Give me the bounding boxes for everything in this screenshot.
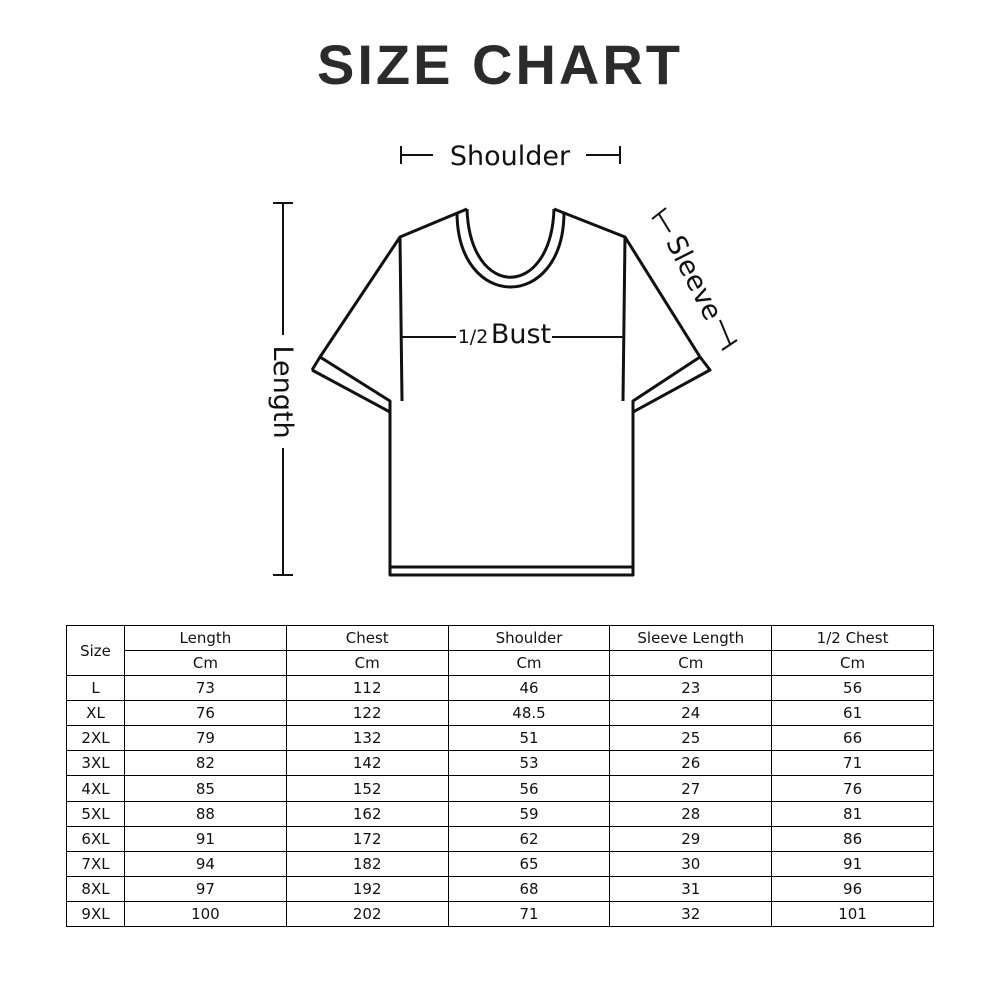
table-cell: 9XL (67, 901, 125, 926)
table-cell: 5XL (67, 801, 125, 826)
table-cell: 76 (125, 701, 287, 726)
table-cell: 56 (772, 676, 934, 701)
table-row (67, 701, 934, 726)
table-cell: 79 (125, 726, 287, 751)
table-header-row (67, 626, 934, 651)
table-cell: 192 (286, 876, 448, 901)
bust-fraction-label: 1/2 (457, 326, 489, 348)
table-cell: 7XL (67, 851, 125, 876)
table-cell: 100 (125, 901, 287, 926)
table-cell: 65 (448, 851, 610, 876)
table-cell: 3XL (67, 751, 125, 776)
table-cell: 112 (286, 676, 448, 701)
table-row (67, 676, 934, 701)
table-cell: XL (67, 701, 125, 726)
table-cell: 91 (125, 826, 287, 851)
table-cell: 32 (610, 901, 772, 926)
table-row (67, 876, 934, 901)
table-cell: 91 (772, 851, 934, 876)
table-cell: 101 (772, 901, 934, 926)
shoulder-label: Shoulder (449, 141, 571, 172)
table-cell: 46 (448, 676, 610, 701)
table-cell: 8XL (67, 876, 125, 901)
table-cell: 76 (772, 776, 934, 801)
table-cell: 81 (772, 801, 934, 826)
table-cell: 61 (772, 701, 934, 726)
table-cell: 31 (610, 876, 772, 901)
table-cell: 71 (448, 901, 610, 926)
table-cell: 29 (610, 826, 772, 851)
table-cell: 94 (125, 851, 287, 876)
column-unit: Cm (448, 651, 610, 676)
table-cell: 88 (125, 801, 287, 826)
sleeve-label: Sleeve (659, 230, 728, 326)
table-cell: 142 (286, 751, 448, 776)
table-unit-row (67, 651, 934, 676)
table-cell: 132 (286, 726, 448, 751)
bust-label: Bust (490, 319, 552, 350)
table-cell: 73 (125, 676, 287, 701)
column-header: Shoulder (448, 626, 610, 651)
table-cell: 162 (286, 801, 448, 826)
size-column-header: Size (67, 626, 125, 676)
table-cell: 30 (610, 851, 772, 876)
table-row (67, 776, 934, 801)
table-row (67, 851, 934, 876)
table-cell: 25 (610, 726, 772, 751)
table-cell: 97 (125, 876, 287, 901)
column-unit: Cm (125, 651, 287, 676)
column-unit: Cm (286, 651, 448, 676)
column-header: 1/2 Chest (772, 626, 934, 651)
table-cell: 122 (286, 701, 448, 726)
page-title: SIZE CHART (317, 33, 683, 96)
column-header: Chest (286, 626, 448, 651)
table-cell: 23 (610, 676, 772, 701)
table-row (67, 726, 934, 751)
table-cell: 68 (448, 876, 610, 901)
column-unit: Cm (610, 651, 772, 676)
length-label: Length (267, 345, 298, 439)
column-unit: Cm (772, 651, 934, 676)
column-header: Length (125, 626, 287, 651)
table-cell: 62 (448, 826, 610, 851)
table-cell: 51 (448, 726, 610, 751)
tshirt-outline (312, 209, 710, 575)
size-table (66, 625, 934, 927)
table-cell: 2XL (67, 726, 125, 751)
table-row (67, 901, 934, 926)
table-cell: L (67, 676, 125, 701)
table-cell: 172 (286, 826, 448, 851)
table-cell: 26 (610, 751, 772, 776)
table-cell: 152 (286, 776, 448, 801)
table-cell: 27 (610, 776, 772, 801)
table-cell: 24 (610, 701, 772, 726)
table-cell: 4XL (67, 776, 125, 801)
table-cell: 82 (125, 751, 287, 776)
table-cell: 56 (448, 776, 610, 801)
table-cell: 71 (772, 751, 934, 776)
table-row (67, 801, 934, 826)
table-cell: 85 (125, 776, 287, 801)
table-row (67, 826, 934, 851)
table-cell: 202 (286, 901, 448, 926)
table-cell: 182 (286, 851, 448, 876)
table-cell: 66 (772, 726, 934, 751)
table-cell: 53 (448, 751, 610, 776)
table-cell: 96 (772, 876, 934, 901)
table-cell: 59 (448, 801, 610, 826)
table-cell: 48.5 (448, 701, 610, 726)
table-cell: 6XL (67, 826, 125, 851)
table-cell: 86 (772, 826, 934, 851)
column-header: Sleeve Length (610, 626, 772, 651)
table-row (67, 751, 934, 776)
table-cell: 28 (610, 801, 772, 826)
